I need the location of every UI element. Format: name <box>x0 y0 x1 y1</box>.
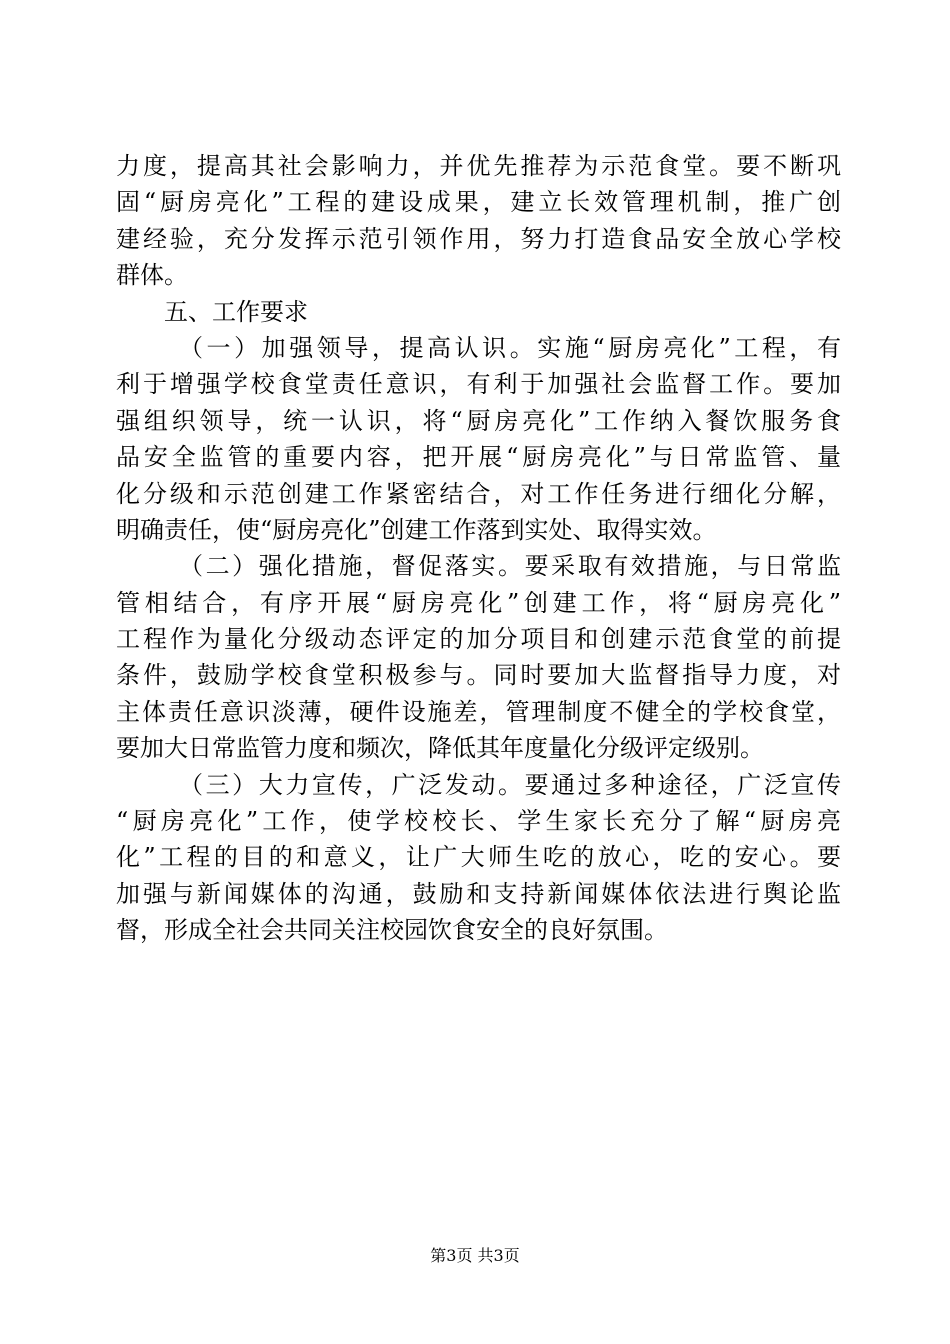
text-line: 强组织领导，统一认识，将“厨房亮化”工作纳入餐饮服务食 <box>116 406 841 435</box>
text-line: 要加大日常监管力度和频次，降低其年度量化分级评定级别。 <box>116 734 764 763</box>
text-line: 品安全监管的重要内容，把开展“厨房亮化”与日常监管、量 <box>116 443 841 472</box>
text-line: 利于增强学校食堂责任意识，有利于加强社会监督工作。要加 <box>116 370 841 399</box>
text-line: 力度，提高其社会影响力，并优先推荐为示范食堂。要不断巩 <box>116 152 841 180</box>
paragraph-heading-2: （二）强化措施，督促落实。要采取有效措施，与日常监 <box>179 552 841 581</box>
text-line: 主体责任意识淡薄，硬件设施差，管理制度不健全的学校食堂， <box>116 697 841 726</box>
text-line: 管相结合，有序开展“厨房亮化”创建工作，将“厨房亮化” <box>116 588 841 617</box>
text-line: 固“厨房亮化”工程的建设成果，建立长效管理机制，推广创 <box>116 188 841 217</box>
section-heading: 五、工作要求 <box>164 297 308 326</box>
paragraph-heading-3: （三）大力宣传，广泛发动。要通过多种途径，广泛宣传 <box>179 770 841 799</box>
text-line: 化分级和示范创建工作紧密结合，对工作任务进行细化分解， <box>116 479 841 508</box>
text-line: 明确责任，使“厨房亮化”创建工作落到实处、取得实效。 <box>116 515 717 544</box>
text-line: 群体。 <box>116 261 188 290</box>
paragraph-heading-1: （一）加强领导，提高认识。实施“厨房亮化”工程，有 <box>179 333 841 362</box>
text-line: 工程作为量化分级动态评定的加分项目和创建示范食堂的前提 <box>116 625 841 654</box>
text-line: 加强与新闻媒体的沟通，鼓励和支持新闻媒体依法进行舆论监 <box>116 879 841 908</box>
text-line: 条件，鼓励学校食堂积极参与。同时要加大监督指导力度，对 <box>116 661 841 690</box>
text-line: 督，形成全社会共同关注校园饮食安全的良好氛围。 <box>116 916 668 945</box>
text-line: “厨房亮化”工作，使学校校长、学生家长充分了解“厨房亮 <box>116 807 841 836</box>
text-line: 化”工程的目的和意义，让广大师生吃的放心，吃的安心。要 <box>116 843 841 872</box>
page-number-label: 第3页 共3页 <box>430 1246 520 1265</box>
text-line: 建经验，充分发挥示范引领作用，努力打造食品安全放心学校 <box>116 224 841 253</box>
page-footer <box>0 1244 950 1268</box>
document-body <box>116 148 841 949</box>
